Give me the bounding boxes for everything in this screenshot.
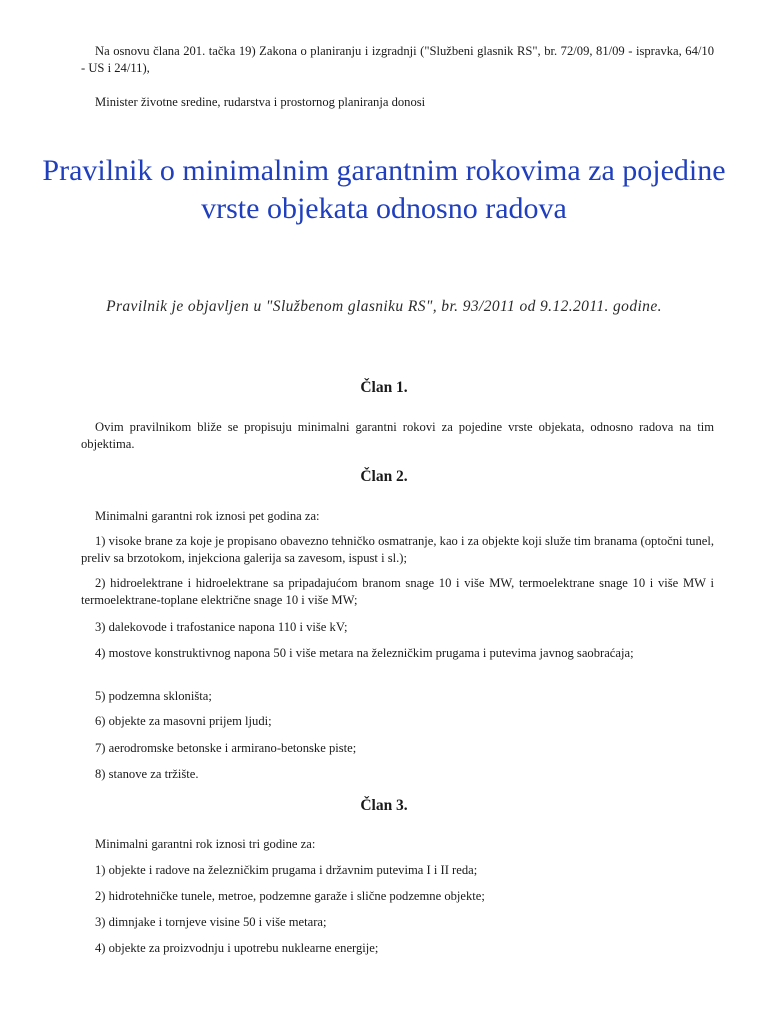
article-2-item: 4) mostove konstruktivnog napona 50 i više metara na železničkim prugama i putevima javnog saobraćaja; bbox=[95, 646, 634, 660]
article-3-item: 4) objekte za proizvodnju i upotrebu nuklearne energije; bbox=[95, 941, 379, 955]
document-title: Pravilnik o minimalnim garantnim rokovima za pojedine vrste objekata odnosno radova bbox=[42, 154, 726, 225]
article-3-item: 3) dimnjake i tornjeve visine 50 i više metara; bbox=[95, 915, 327, 929]
article-2-item: 2) hidroelektrane i hidroelektrane sa pripadajućom branom snage 10 i više MW, termoelektrane snage 10 i više MW i termoelektrane-toplane električne snage 10 i više MW; bbox=[81, 576, 714, 607]
article-2-item: 8) stanove za tržište. bbox=[95, 767, 199, 781]
article-heading-2: Član 2. bbox=[360, 468, 408, 485]
article-3-item: 1) objekte i radove na železničkim prugama i državnim putevima I i II reda; bbox=[95, 863, 478, 877]
preamble-paragraph: Na osnovu člana 201. tačka 19) Zakona o planiranju i izgradnji ("Službeni glasnik RS", br. 72/09, 81/09 - ispravka, 64/10 - US i 24/11), bbox=[81, 44, 714, 75]
article-2-item: 6) objekte za masovni prijem ljudi; bbox=[95, 714, 272, 728]
article-1-paragraph: Ovim pravilnikom bliže se propisuju minimalni garantni rokovi za pojedine vrste objekata, odnosno radova na tim objektima. bbox=[81, 420, 714, 451]
publication-note: Pravilnik je objavljen u "Službenom glasniku RS", br. 93/2011 od 9.12.2011. godine. bbox=[106, 298, 662, 315]
article-heading-1: Član 1. bbox=[360, 379, 408, 396]
article-2-item: 7) aerodromske betonske i armirano-betonske piste; bbox=[95, 741, 357, 755]
article-3-item: 2) hidrotehničke tunele, metroe, podzemne garaže i slične podzemne objekte; bbox=[95, 889, 485, 903]
article-heading-3: Član 3. bbox=[360, 797, 408, 814]
article-2-item: 1) visoke brane za koje je propisano obavezno tehničko osmatranje, kao i za objekte koji služe tim branama (optočni tunel, preliv sa brzotokom, injekciona galerija sa zavesom, ispust i sl.); bbox=[81, 534, 714, 565]
article-2-item: 5) podzemna skloništa; bbox=[95, 689, 212, 703]
article-2-intro: Minimalni garantni rok iznosi pet godina za: bbox=[95, 509, 320, 523]
article-3-intro: Minimalni garantni rok iznosi tri godine za: bbox=[95, 837, 316, 851]
article-2-item: 3) dalekovode i trafostanice napona 110 i više kV; bbox=[95, 620, 348, 634]
preamble-issuer: Minister životne sredine, rudarstva i prostornog planiranja donosi bbox=[95, 95, 426, 109]
